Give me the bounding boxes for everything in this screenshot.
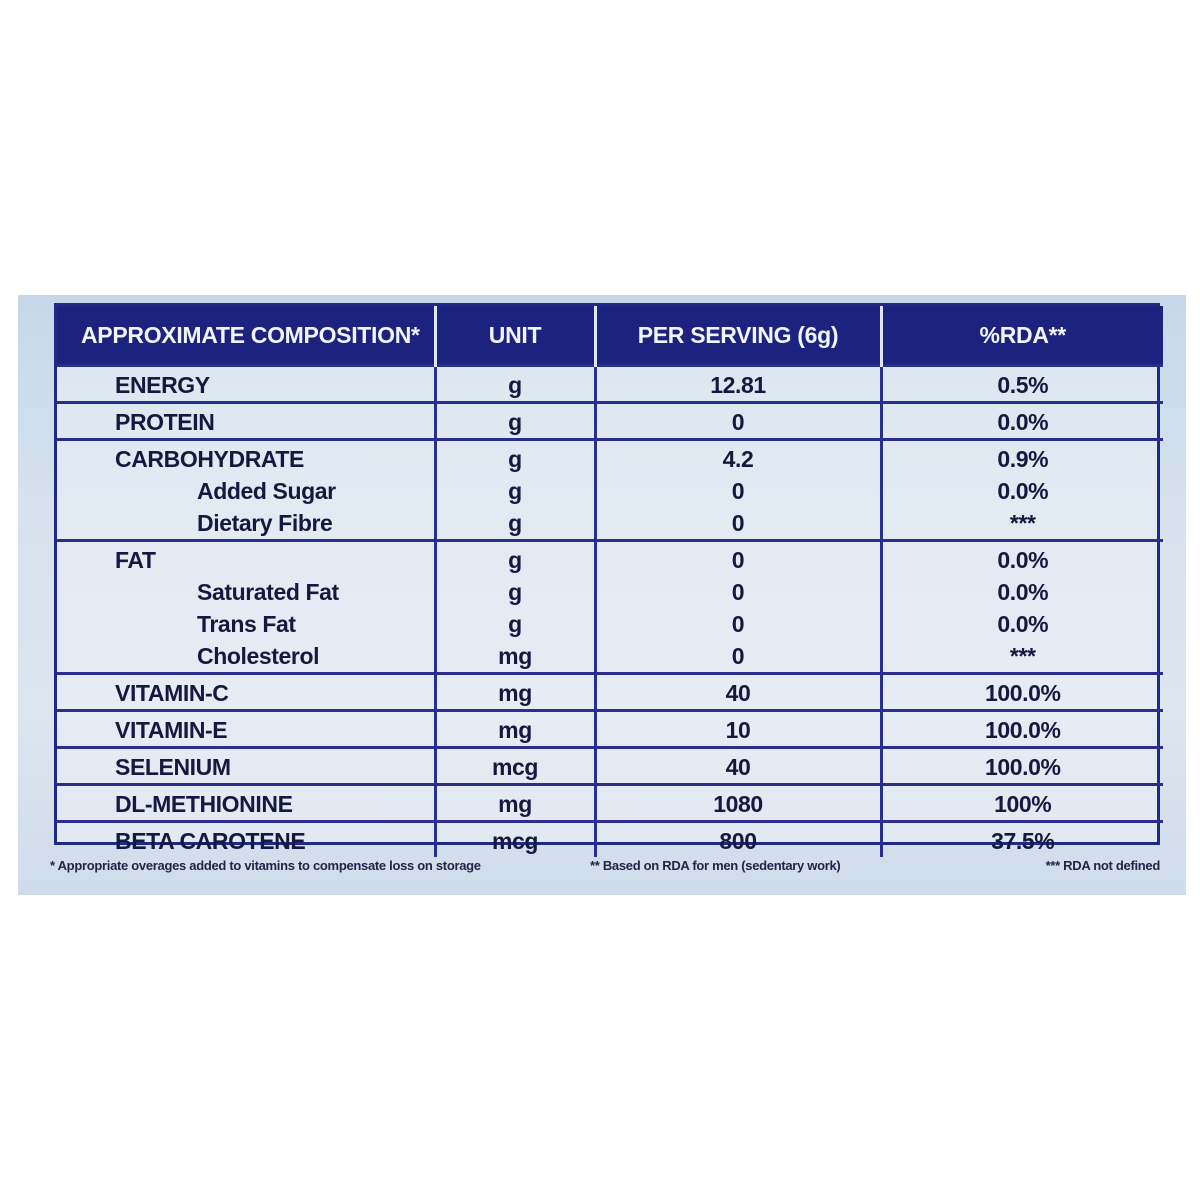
nutrient-name: CARBOHYDRATE bbox=[115, 446, 304, 472]
nutrient-per-serving-cell bbox=[595, 711, 881, 748]
table-row bbox=[57, 711, 1163, 748]
nutrient-name-cell bbox=[57, 748, 435, 785]
nutrient-per-serving: 0 bbox=[731, 547, 745, 573]
nutrient-unit-cell bbox=[435, 366, 595, 403]
nutrient-unit: mg bbox=[498, 643, 532, 669]
nutrient-rda: 0.0% bbox=[997, 409, 1049, 435]
nutrient-rda: 100.0% bbox=[984, 754, 1061, 780]
nutrient-name: ENERGY bbox=[115, 372, 210, 398]
nutrient-rda: 0.9% bbox=[997, 446, 1049, 472]
nutrient-rda: 0.0% bbox=[997, 478, 1049, 504]
nutrient-name-cell bbox=[57, 541, 435, 674]
nutrient-name-cell bbox=[57, 403, 435, 440]
nutrient-rda-cell bbox=[881, 440, 1163, 541]
header-rda: %RDA** bbox=[881, 306, 1163, 366]
nutrient-unit: mg bbox=[498, 680, 532, 706]
footnote-rda-basis: ** Based on RDA for men (sedentary work) bbox=[590, 858, 841, 873]
nutrient-name: Dietary Fibre bbox=[197, 510, 333, 536]
nutrient-unit-cell bbox=[435, 674, 595, 711]
table-row bbox=[57, 748, 1163, 785]
nutrient-unit: g bbox=[508, 510, 522, 536]
nutrient-per-serving: 12.81 bbox=[710, 372, 766, 398]
nutrient-unit: g bbox=[508, 446, 522, 472]
footnotes bbox=[50, 858, 1160, 882]
nutrient-unit: g bbox=[508, 547, 522, 573]
nutrient-unit-cell bbox=[435, 785, 595, 822]
nutrient-per-serving-cell bbox=[595, 440, 881, 541]
nutrient-rda: 100.0% bbox=[984, 717, 1061, 743]
nutrient-rda: *** bbox=[1009, 643, 1036, 669]
nutrient-unit-cell bbox=[435, 440, 595, 541]
header-per-serving: PER SERVING (6g) bbox=[595, 306, 881, 366]
header-composition: APPROXIMATE COMPOSITION* bbox=[57, 306, 435, 366]
nutrient-name: VITAMIN-C bbox=[115, 680, 229, 706]
nutrient-per-serving: 10 bbox=[725, 717, 751, 743]
nutrient-per-serving: 40 bbox=[725, 754, 751, 780]
nutrient-rda-cell bbox=[881, 785, 1163, 822]
nutrient-unit: mcg bbox=[491, 828, 539, 854]
table-body bbox=[57, 366, 1163, 858]
table-row bbox=[57, 674, 1163, 711]
table-row bbox=[57, 403, 1163, 440]
nutrient-per-serving: 0 bbox=[731, 643, 745, 669]
nutrient-name-cell bbox=[57, 785, 435, 822]
nutrient-per-serving: 0 bbox=[731, 409, 745, 435]
footnote-overages: * Appropriate overages added to vitamins to compensate loss on storage bbox=[50, 858, 481, 873]
header-unit: UNIT bbox=[435, 306, 595, 366]
nutrient-rda: 37.5% bbox=[991, 828, 1055, 854]
nutrient-per-serving-cell bbox=[595, 541, 881, 674]
nutrient-name: SELENIUM bbox=[115, 754, 231, 780]
nutrient-per-serving: 800 bbox=[719, 828, 757, 854]
nutrient-rda-cell bbox=[881, 822, 1163, 858]
nutrient-name-cell bbox=[57, 822, 435, 858]
nutrient-rda: 0.0% bbox=[997, 547, 1049, 573]
table-header-row bbox=[57, 306, 1163, 366]
nutrient-name: BETA CAROTENE bbox=[115, 828, 306, 854]
nutrient-unit-cell bbox=[435, 711, 595, 748]
nutrient-per-serving-cell bbox=[595, 748, 881, 785]
nutrition-table bbox=[57, 306, 1163, 857]
nutrient-rda: 0.0% bbox=[997, 611, 1049, 637]
nutrition-label-panel bbox=[18, 295, 1186, 895]
nutrient-per-serving-cell bbox=[595, 403, 881, 440]
nutrient-per-serving-cell bbox=[595, 785, 881, 822]
nutrient-per-serving: 0 bbox=[731, 510, 745, 536]
nutrient-per-serving: 0 bbox=[731, 478, 745, 504]
nutrient-rda-cell bbox=[881, 366, 1163, 403]
table-row bbox=[57, 822, 1163, 858]
table-row bbox=[57, 785, 1163, 822]
nutrient-name-cell bbox=[57, 366, 435, 403]
nutrient-per-serving: 0 bbox=[731, 611, 745, 637]
nutrient-rda: 0.5% bbox=[997, 372, 1049, 398]
nutrient-per-serving-cell bbox=[595, 674, 881, 711]
nutrient-unit: mcg bbox=[491, 754, 539, 780]
nutrient-unit: g bbox=[508, 611, 522, 637]
table-row bbox=[57, 541, 1163, 674]
footnote-rda-undefined: *** RDA not defined bbox=[1045, 858, 1160, 873]
nutrient-name: Cholesterol bbox=[197, 643, 320, 669]
nutrient-unit-cell bbox=[435, 748, 595, 785]
nutrient-per-serving: 1080 bbox=[713, 791, 763, 817]
nutrient-name: Trans Fat bbox=[197, 611, 296, 637]
nutrient-unit-cell bbox=[435, 403, 595, 440]
nutrient-name: DL-METHIONINE bbox=[115, 791, 293, 817]
nutrient-unit: mg bbox=[498, 791, 532, 817]
nutrient-name-cell bbox=[57, 674, 435, 711]
nutrient-name: Saturated Fat bbox=[197, 579, 339, 605]
nutrient-unit: g bbox=[508, 478, 522, 504]
nutrient-rda-cell bbox=[881, 403, 1163, 440]
nutrient-rda: 100.0% bbox=[984, 680, 1061, 706]
nutrient-per-serving: 0 bbox=[731, 579, 745, 605]
nutrient-per-serving-cell bbox=[595, 822, 881, 858]
nutrient-rda-cell bbox=[881, 748, 1163, 785]
nutrient-name-cell bbox=[57, 711, 435, 748]
nutrient-name: VITAMIN-E bbox=[115, 717, 228, 743]
nutrient-rda: 100% bbox=[994, 791, 1052, 817]
nutrient-rda: 0.0% bbox=[997, 579, 1049, 605]
nutrient-name: PROTEIN bbox=[115, 409, 215, 435]
nutrient-per-serving: 4.2 bbox=[722, 446, 754, 472]
nutrient-unit: g bbox=[508, 409, 522, 435]
table-row bbox=[57, 366, 1163, 403]
nutrient-rda-cell bbox=[881, 541, 1163, 674]
nutrient-per-serving-cell bbox=[595, 366, 881, 403]
nutrient-rda: *** bbox=[1009, 510, 1036, 536]
nutrient-rda-cell bbox=[881, 711, 1163, 748]
nutrient-name-cell bbox=[57, 440, 435, 541]
nutrient-name: FAT bbox=[115, 547, 156, 573]
nutrient-unit: g bbox=[508, 579, 522, 605]
nutrient-unit-cell bbox=[435, 822, 595, 858]
nutrient-unit: mg bbox=[498, 717, 532, 743]
nutrient-per-serving: 40 bbox=[725, 680, 751, 706]
nutrient-unit-cell bbox=[435, 541, 595, 674]
nutrient-rda-cell bbox=[881, 674, 1163, 711]
nutrient-name: Added Sugar bbox=[197, 478, 336, 504]
table-row bbox=[57, 440, 1163, 541]
nutrient-unit: g bbox=[508, 372, 522, 398]
nutrition-table-frame bbox=[54, 303, 1160, 854]
